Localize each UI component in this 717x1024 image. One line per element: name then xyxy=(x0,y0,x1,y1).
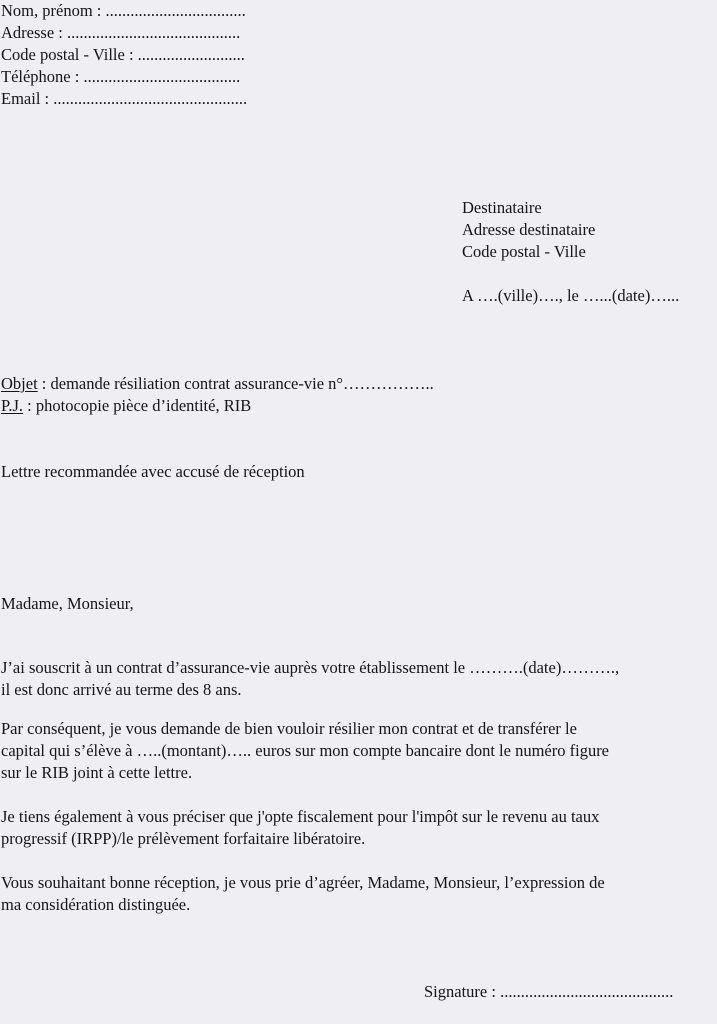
object-text: : demande résiliation contrat assurance-vie n°…………….. xyxy=(37,374,434,393)
recipient-block xyxy=(462,197,595,263)
paragraph-line: capital qui s’élève à …..(montant)….. euros sur mon compte bancaire dont le numéro figure xyxy=(1,741,610,760)
place-and-date: A ….(ville)…., le …...(date)…... xyxy=(462,286,680,305)
paragraph-line: il est donc arrivé au terme des 8 ans. xyxy=(1,680,242,699)
sender-email-field: Email : ............................................... xyxy=(1,89,248,108)
paragraph-line: sur le RIB joint à cette lettre. xyxy=(1,763,193,782)
sender-phone-field: Téléphone : ...................................... xyxy=(1,67,241,86)
object-line xyxy=(1,373,434,395)
paragraph-line: progressif (IRPP)/le prélèvement forfaitaire libératoire. xyxy=(1,829,366,848)
paragraph-line: J’ai souscrit à un contrat d’assurance-vie auprès votre établissement le ……….(date)………., xyxy=(1,658,620,677)
body-paragraph-tax-option xyxy=(1,806,599,850)
sender-block xyxy=(1,0,247,110)
paragraph-line: Je tiens également à vous préciser que j'opte fiscalement pour l'impôt sur le revenu au taux xyxy=(1,807,600,826)
subject-block xyxy=(1,373,434,417)
recipient-name: Destinataire xyxy=(462,198,542,217)
sender-name-field: Nom, prénom : .................................. xyxy=(1,1,246,20)
signature-field: Signature : .......................................... xyxy=(424,982,674,1001)
body-paragraph-subscription xyxy=(1,657,619,701)
salutation: Madame, Monsieur, xyxy=(1,594,134,613)
attachments-label: P.J. xyxy=(1,396,24,415)
paragraph-line: Par conséquent, je vous demande de bien vouloir résilier mon contrat et de transférer le xyxy=(1,719,577,738)
recipient-postal-city: Code postal - Ville xyxy=(462,242,586,261)
sender-postal-city-field: Code postal - Ville : .......................... xyxy=(1,45,245,64)
paragraph-line: ma considération distinguée. xyxy=(1,895,191,914)
body-paragraph-closing xyxy=(1,872,605,916)
sender-address-field: Adresse : .......................................... xyxy=(1,23,241,42)
attachments-line xyxy=(1,395,434,417)
registered-mail-mention: Lettre recommandée avec accusé de réception xyxy=(1,462,305,481)
object-label: Objet xyxy=(1,374,38,393)
paragraph-line: Vous souhaitant bonne réception, je vous prie d’agréer, Madame, Monsieur, l’expression de xyxy=(1,873,605,892)
body-paragraph-termination-request xyxy=(1,718,609,784)
attachments-text: : photocopie pièce d’identité, RIB xyxy=(23,396,252,415)
recipient-address: Adresse destinataire xyxy=(462,220,596,239)
